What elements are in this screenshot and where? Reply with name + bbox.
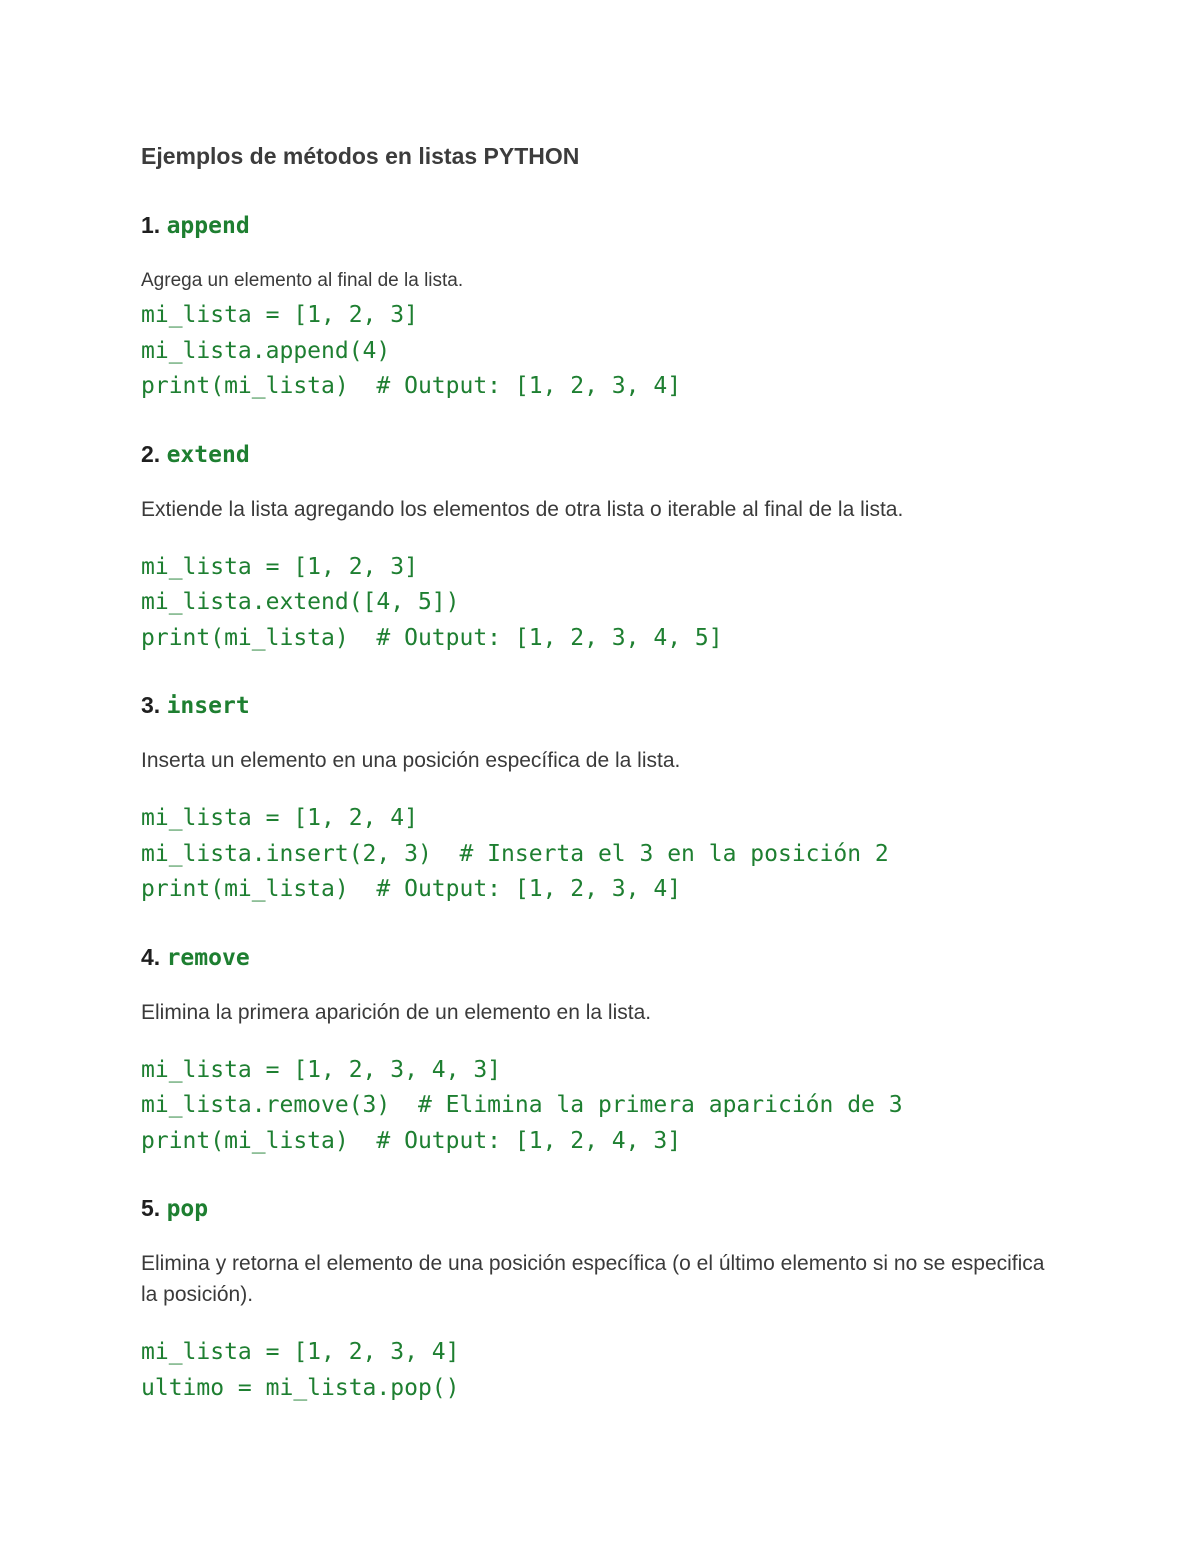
method-number: 3. <box>141 692 161 718</box>
code-block: mi_lista = [1, 2, 3, 4, 3] mi_lista.remove(3) # Elimina la primera aparición de 3 print(mi_lista) # Output: [1, 2, 4, 3] <box>141 1056 903 1154</box>
method-name: remove <box>166 944 250 971</box>
section-append <box>141 208 1061 405</box>
code-block: mi_lista = [1, 2, 3] mi_lista.append(4) print(mi_lista) # Output: [1, 2, 3, 4] <box>141 302 682 399</box>
method-heading <box>141 940 1061 975</box>
section-pop <box>141 1191 1061 1406</box>
method-number: 1. <box>141 212 161 238</box>
method-description: Extiende la lista agregando los elementos de otra lista o iterable al final de la lista. <box>141 497 904 521</box>
method-name: insert <box>166 693 250 719</box>
method-heading <box>141 208 1061 243</box>
section-insert <box>141 688 1061 908</box>
method-name: pop <box>166 1196 209 1222</box>
method-number: 5. <box>141 1195 161 1221</box>
document-title: Ejemplos de métodos en listas PYTHON <box>141 143 580 169</box>
method-heading <box>141 1191 1061 1226</box>
section-extend <box>141 437 1061 657</box>
document-page <box>141 136 1061 1406</box>
method-heading <box>141 437 1061 472</box>
code-block: mi_lista = [1, 2, 3, 4] ultimo = mi_lista.pop() <box>141 1339 460 1401</box>
method-number: 4. <box>141 943 161 970</box>
code-block: mi_lista = [1, 2, 4] mi_lista.insert(2, 3) # Inserta el 3 en la posición 2 print(mi_lista) # Output: [1, 2, 3, 4] <box>141 805 889 902</box>
method-description: Elimina la primera aparición de un elemento en la lista. <box>141 1000 652 1024</box>
method-name: append <box>166 213 250 239</box>
method-description: Agrega un elemento al final de la lista. <box>141 270 464 291</box>
section-remove <box>141 940 1061 1160</box>
method-description: Elimina y retorna el elemento de una posición específica (o el último elemento si no se especifica la posición). <box>141 1252 1045 1306</box>
method-number: 2. <box>141 440 161 467</box>
method-heading <box>141 688 1061 723</box>
method-description: Inserta un elemento en una posición específica de la lista. <box>141 749 681 772</box>
method-name: extend <box>166 441 250 468</box>
code-block: mi_lista = [1, 2, 3] mi_lista.extend([4, 5]) print(mi_lista) # Output: [1, 2, 3, 4, 5] <box>141 553 723 651</box>
